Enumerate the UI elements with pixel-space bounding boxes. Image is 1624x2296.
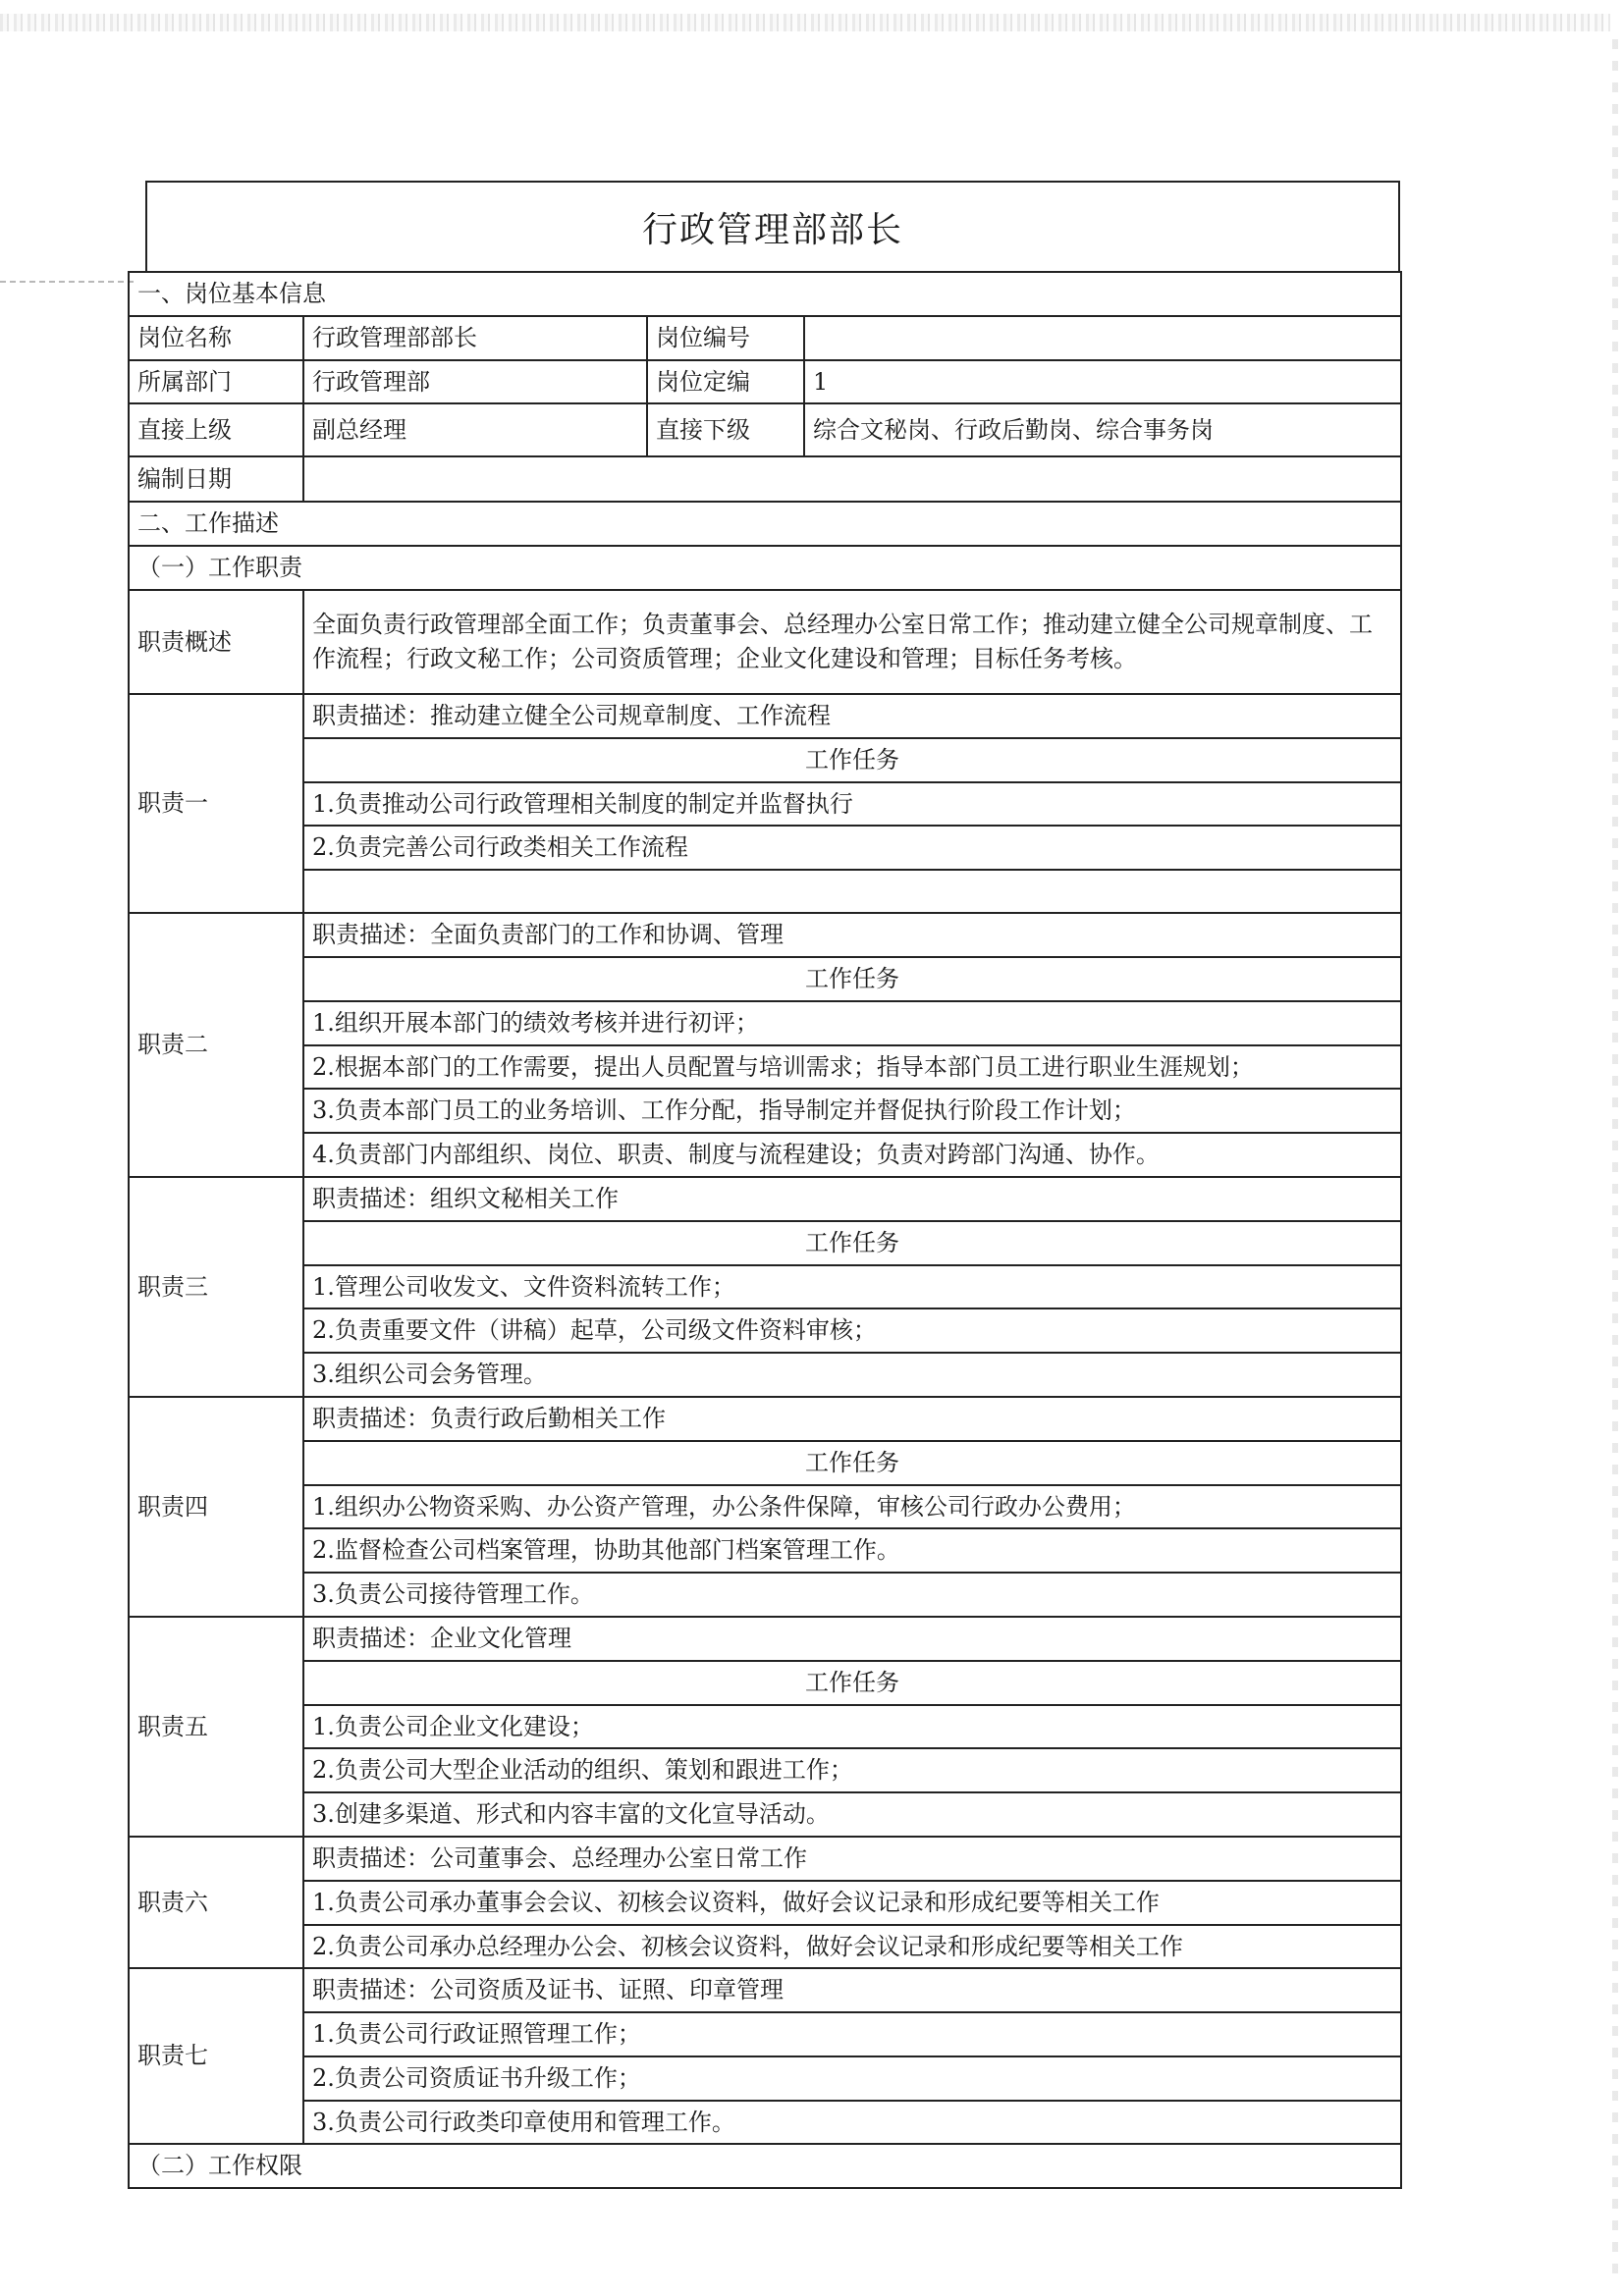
task-item: 1.组织办公物资采购、办公资产管理，办公条件保障，审核公司行政办公费用； [303,1485,1401,1529]
empty-task-cell [303,870,1401,913]
duty-label: 职责七 [129,1968,303,2144]
task-item: 2.负责重要文件（讲稿）起草，公司级文件资料审核； [303,1308,1401,1353]
work-task-header: 工作任务 [303,1661,1401,1705]
duty-label: 职责六 [129,1837,303,1968]
basic-row [129,403,1401,456]
headcount-value: 1 [804,360,1401,404]
task-item: 3.负责公司接待管理工作。 [303,1573,1401,1617]
task-row [129,1265,1401,1309]
task-row [129,1133,1401,1177]
position-name-value: 行政管理部部长 [303,316,647,360]
task-item: 1.负责推动公司行政管理相关制度的制定并监督执行 [303,782,1401,827]
task-item: 2.负责公司大型企业活动的组织、策划和跟进工作； [303,1748,1401,1792]
basic-row [129,456,1401,502]
task-row [129,1881,1401,1925]
duty-description: 职责描述：企业文化管理 [303,1617,1401,1661]
duty-label: 职责一 [129,694,303,913]
task-item: 1.负责公司企业文化建设； [303,1705,1401,1749]
section-authority-heading: （二）工作权限 [129,2144,1401,2188]
superior-value: 副总经理 [303,403,647,456]
department-value: 行政管理部 [303,360,647,404]
work-task-header: 工作任务 [303,1441,1401,1485]
section-work-desc: 二、工作描述 [129,502,1401,546]
duty-label: 职责二 [129,913,303,1177]
duty-description-row [129,694,1401,738]
task-row [129,2056,1401,2101]
duty-description-row [129,1837,1401,1881]
task-row [129,1748,1401,1792]
task-row [129,1705,1401,1749]
position-no-value [804,316,1401,360]
work-task-header-row [129,738,1401,782]
date-value [303,456,1401,502]
work-task-header-row [129,957,1401,1001]
scan-noise-top [0,14,1610,31]
department-label: 所属部门 [129,360,303,404]
section-basic-info: 一、岗位基本信息 [129,272,1401,316]
duty-description: 职责描述：公司董事会、总经理办公室日常工作 [303,1837,1401,1881]
duties-body [129,694,1401,2145]
superior-label: 直接上级 [129,403,303,456]
overview-row [129,590,1401,694]
task-item: 3.组织公司会务管理。 [303,1353,1401,1397]
section-row [129,2144,1401,2188]
task-row [129,1528,1401,1573]
task-item: 3.负责本部门员工的业务培训、工作分配，指导制定并督促执行阶段工作计划； [303,1089,1401,1133]
duty-description-row [129,1617,1401,1661]
duty-label: 职责三 [129,1177,303,1397]
document-title: 行政管理部部长 [145,181,1400,271]
duty-description: 职责描述：公司资质及证书、证照、印章管理 [303,1968,1401,2012]
task-row [129,1925,1401,1969]
task-row [129,1089,1401,1133]
task-item: 4.负责部门内部组织、岗位、职责、制度与流程建设；负责对跨部门沟通、协作。 [303,1133,1401,1177]
date-label: 编制日期 [129,456,303,502]
duty-description: 职责描述：组织文秘相关工作 [303,1177,1401,1221]
duty-description: 职责描述：负责行政后勤相关工作 [303,1397,1401,1441]
overview-label: 职责概述 [129,590,303,694]
task-item: 1.负责公司承办董事会会议、初核会议资料，做好会议记录和形成纪要等相关工作 [303,1881,1401,1925]
task-row [129,1792,1401,1837]
overview-text: 全面负责行政管理部全面工作；负责董事会、总经理办公室日常工作；推动建立健全公司规章制度、工作流程；行政文秘工作；公司资质管理；企业文化建设和管理；目标任务考核。 [303,590,1401,694]
task-row [129,1308,1401,1353]
task-row [129,2012,1401,2056]
work-task-header: 工作任务 [303,957,1401,1001]
task-item: 2.负责公司承办总经理办公会、初核会议资料，做好会议记录和形成纪要等相关工作 [303,1925,1401,1969]
task-item: 1.组织开展本部门的绩效考核并进行初评； [303,1001,1401,1045]
duty-description-row [129,1397,1401,1441]
task-item: 3.负责公司行政类印章使用和管理工作。 [303,2101,1401,2145]
basic-row [129,360,1401,404]
duty-description: 职责描述：推动建立健全公司规章制度、工作流程 [303,694,1401,738]
task-item: 2.负责公司资质证书升级工作； [303,2056,1401,2101]
duty-description: 职责描述：全面负责部门的工作和协调、管理 [303,913,1401,957]
task-item: 2.根据本部门的工作需要，提出人员配置与培训需求；指导本部门员工进行职业生涯规划； [303,1045,1401,1090]
work-task-header: 工作任务 [303,1221,1401,1265]
duty-description-row [129,913,1401,957]
job-description-table [128,271,1402,2189]
task-row [129,826,1401,870]
scan-noise-right [1612,39,1618,2277]
task-row [129,782,1401,827]
work-task-header-row [129,1221,1401,1265]
duty-description-row [129,1177,1401,1221]
task-row [129,1045,1401,1090]
work-task-header: 工作任务 [303,738,1401,782]
empty-task-row [129,870,1401,913]
subordinate-label: 直接下级 [647,403,804,456]
task-row [129,1353,1401,1397]
section-row [129,502,1401,546]
task-item: 3.创建多渠道、形式和内容丰富的文化宣导活动。 [303,1792,1401,1837]
subordinate-value: 综合文秘岗、行政后勤岗、综合事务岗 [804,403,1401,456]
work-task-header-row [129,1661,1401,1705]
duty-label: 职责四 [129,1397,303,1617]
position-no-label: 岗位编号 [647,316,804,360]
duty-description-row [129,1968,1401,2012]
section-duties-heading: （一）工作职责 [129,546,1401,590]
job-description-table-wrap [128,271,1400,2189]
task-item: 1.负责公司行政证照管理工作； [303,2012,1401,2056]
task-item: 1.管理公司收发文、文件资料流转工作； [303,1265,1401,1309]
section-row [129,546,1401,590]
task-item: 2.负责完善公司行政类相关工作流程 [303,826,1401,870]
section-row [129,272,1401,316]
position-name-label: 岗位名称 [129,316,303,360]
scan-dash-left [0,281,137,283]
task-row [129,2101,1401,2145]
headcount-label: 岗位定编 [647,360,804,404]
task-row [129,1573,1401,1617]
work-task-header-row [129,1441,1401,1485]
duty-label: 职责五 [129,1617,303,1837]
basic-row [129,316,1401,360]
task-row [129,1485,1401,1529]
task-item: 2.监督检查公司档案管理，协助其他部门档案管理工作。 [303,1528,1401,1573]
task-row [129,1001,1401,1045]
